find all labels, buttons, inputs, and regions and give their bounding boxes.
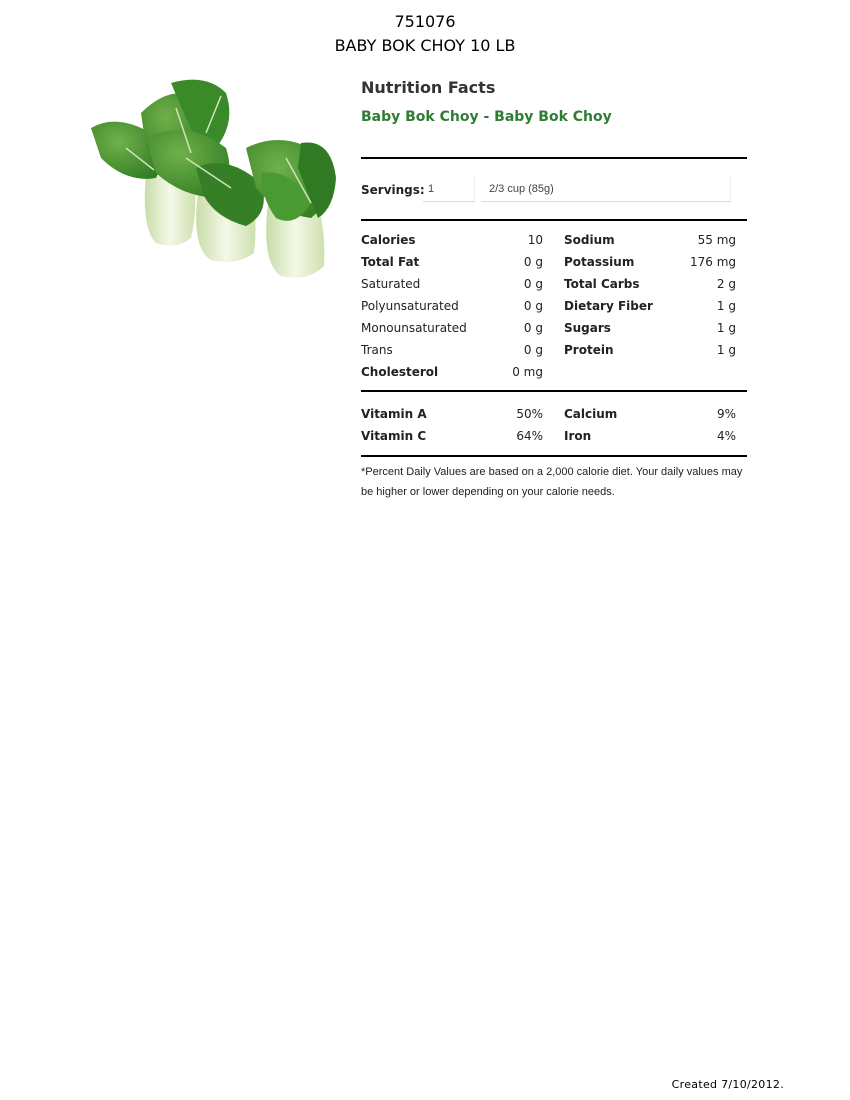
- nutrient-label: Calories: [361, 233, 416, 247]
- serving-size-field[interactable]: 2/3 cup (85g): [481, 176, 731, 202]
- item-code: 751076: [394, 12, 456, 31]
- nutrient-value: 55 mg: [697, 233, 736, 247]
- nutrient-row: [361, 229, 747, 251]
- created-date: Created 7/10/2012.: [671, 1078, 784, 1091]
- vitamin-label: Vitamin A: [361, 407, 427, 421]
- nutrient-value: 1 g: [716, 321, 736, 335]
- nutrient-row: [361, 317, 747, 339]
- servings-count-field[interactable]: 1: [423, 176, 475, 202]
- vitamin-value: 50%: [516, 407, 543, 421]
- nutrient-value: 10: [527, 233, 543, 247]
- nutrient-row: [361, 361, 747, 383]
- divider: [361, 219, 747, 221]
- nutrient-row: [361, 251, 747, 273]
- nutrient-row: [361, 273, 747, 295]
- nutrient-value: 0 g: [523, 343, 543, 357]
- nutrient-label: Polyunsaturated: [361, 299, 459, 313]
- divider: [361, 157, 747, 159]
- vitamin-table: [361, 403, 747, 447]
- nutrient-value: 1 g: [716, 343, 736, 357]
- nutrient-value: 0 mg: [512, 365, 543, 379]
- vitamin-label: Vitamin C: [361, 429, 427, 443]
- vitamin-row: [361, 425, 747, 447]
- vitamin-row: [361, 403, 747, 425]
- nutrient-value: 1 g: [716, 299, 736, 313]
- nutrient-label: Potassium: [564, 255, 635, 269]
- vitamin-label: Calcium: [564, 407, 618, 421]
- nutrient-label: Total Carbs: [564, 277, 640, 291]
- bok-choy-illustration: [86, 78, 338, 283]
- servings-row: [361, 176, 747, 204]
- vitamin-value: 4%: [716, 429, 736, 443]
- nutrient-label: Sugars: [564, 321, 611, 335]
- nutrient-value: 2 g: [716, 277, 736, 291]
- nutrient-label: Protein: [564, 343, 614, 357]
- nutrition-panel: [361, 76, 747, 498]
- bok-choy-image: [86, 78, 338, 283]
- daily-value-footnote: *Percent Daily Values are based on a 2,000 calorie diet. Your daily values may be higher or lower depending on your calorie needs.: [361, 466, 743, 498]
- servings-label: Servings:: [361, 183, 425, 197]
- nutrient-value: 0 g: [523, 277, 543, 291]
- vitamin-label: Iron: [564, 429, 592, 443]
- nutrient-label: Monounsaturated: [361, 321, 467, 335]
- nutrient-table: [361, 229, 747, 383]
- divider: [361, 455, 747, 457]
- divider: [361, 390, 747, 392]
- vitamin-value: 64%: [516, 429, 543, 443]
- nutrition-title: Nutrition Facts: [361, 78, 496, 97]
- nutrient-row: [361, 339, 747, 361]
- nutrient-label: Cholesterol: [361, 365, 439, 379]
- nutrient-row: [361, 295, 747, 317]
- nutrient-value: 0 g: [523, 321, 543, 335]
- nutrient-label: Saturated: [361, 277, 421, 291]
- vitamin-value: 9%: [716, 407, 736, 421]
- nutrient-label: Total Fat: [361, 255, 420, 269]
- nutrient-value: 0 g: [523, 299, 543, 313]
- nutrient-value: 176 mg: [689, 255, 736, 269]
- item-name: BABY BOK CHOY 10 LB: [334, 36, 516, 55]
- product-subtitle: Baby Bok Choy - Baby Bok Choy: [361, 109, 612, 125]
- nutrient-value: 0 g: [523, 255, 543, 269]
- nutrient-label: Dietary Fiber: [564, 299, 653, 313]
- nutrient-label: Sodium: [564, 233, 615, 247]
- nutrient-label: Trans: [361, 343, 393, 357]
